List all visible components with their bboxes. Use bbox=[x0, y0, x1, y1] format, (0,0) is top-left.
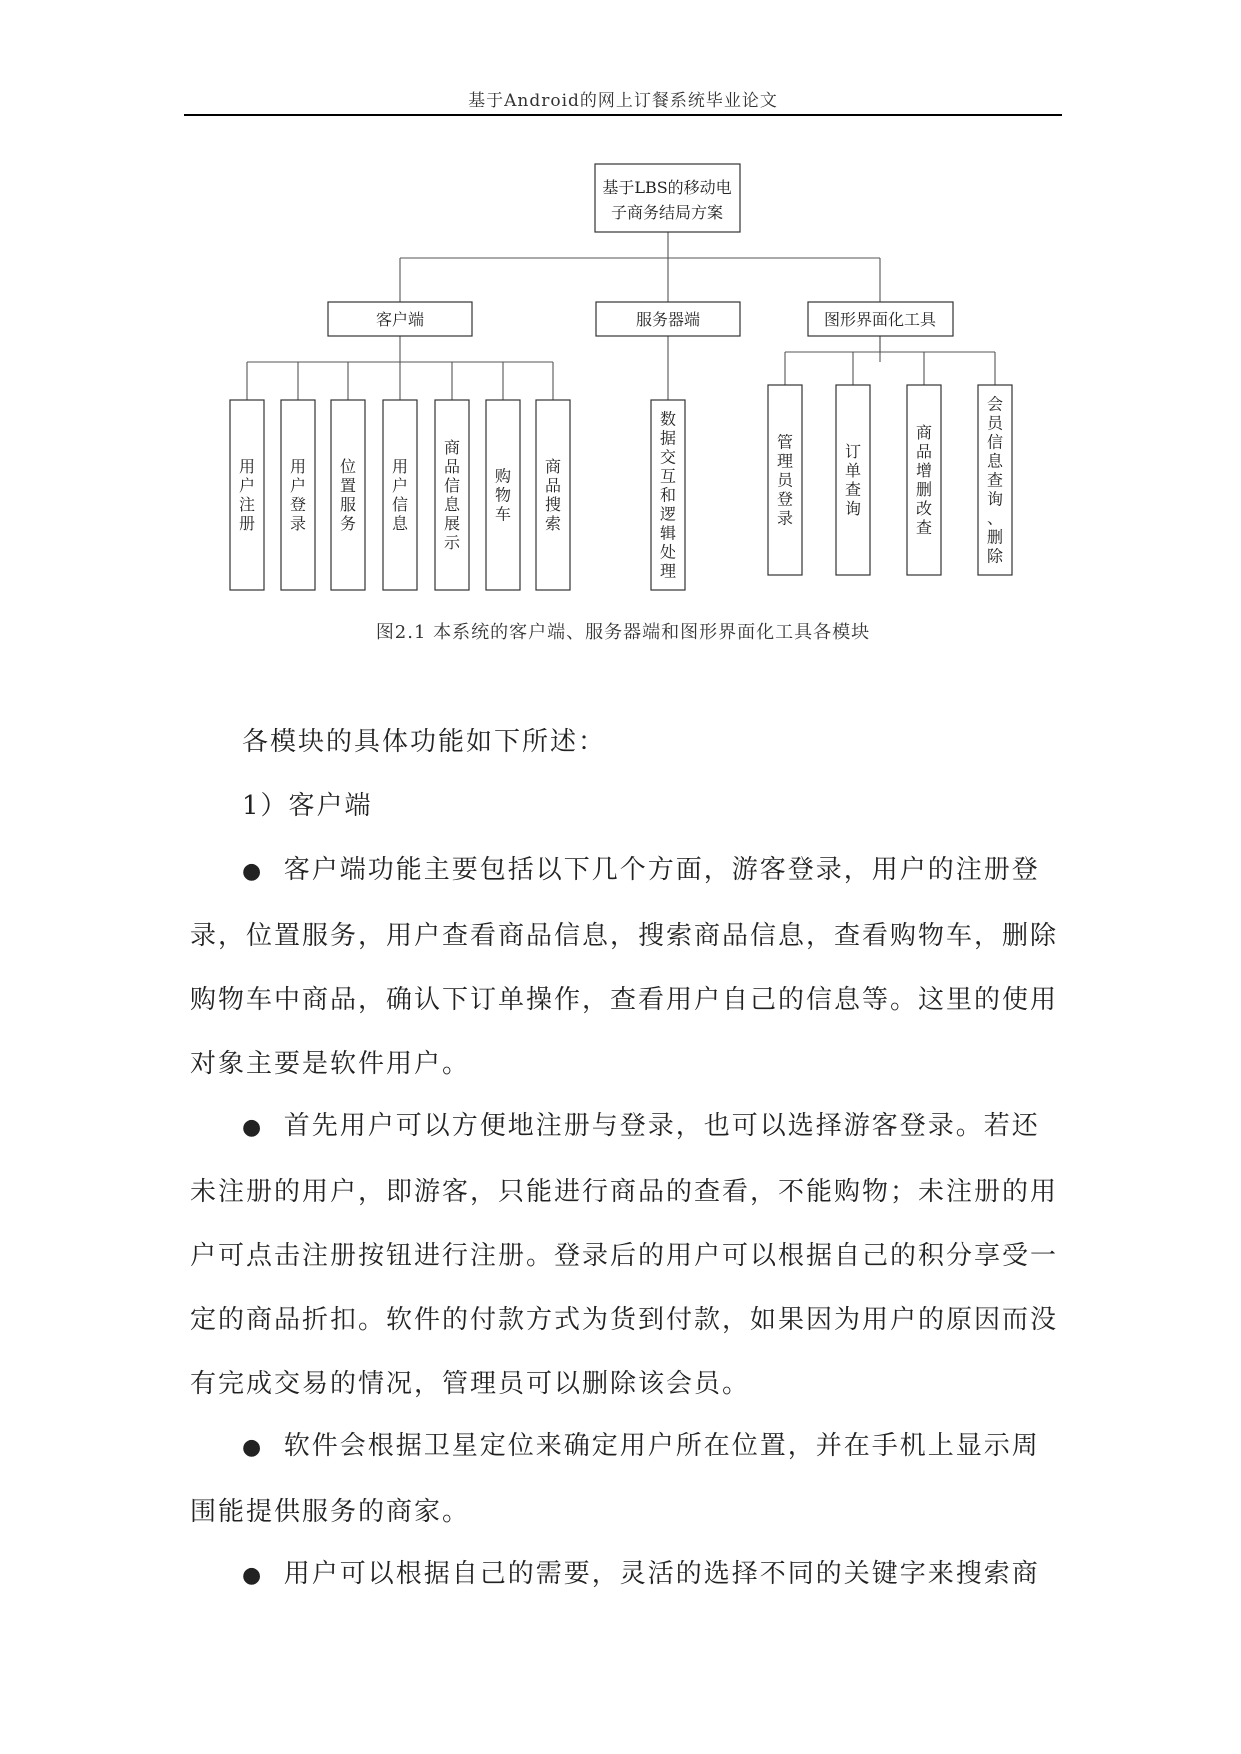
module-label: 商品信息展示 bbox=[443, 438, 461, 552]
module-label: 管理员登录 bbox=[776, 432, 794, 528]
module-label: 用户登录 bbox=[289, 457, 307, 533]
bullet-paragraph-2 bbox=[190, 1094, 1062, 1416]
bullet-icon: ● bbox=[242, 1435, 264, 1460]
branch-client-label: 客户端 bbox=[375, 310, 425, 329]
root-line-2: 子商务结局方案 bbox=[610, 203, 724, 222]
module-box bbox=[383, 400, 417, 590]
module-box bbox=[978, 385, 1012, 575]
bullet-paragraph-1 bbox=[190, 838, 1062, 1096]
module-box bbox=[836, 385, 870, 575]
module-box bbox=[486, 400, 520, 590]
root-line-1: 基于LBS的移动电 bbox=[602, 178, 732, 197]
branch-tool-label: 图形界面化工具 bbox=[823, 310, 937, 329]
branch-tool bbox=[808, 302, 953, 336]
root-node bbox=[595, 164, 740, 232]
branch-server bbox=[596, 302, 740, 336]
module-label: 用户信息 bbox=[391, 457, 409, 533]
bullet-text-3: 软件会根据卫星定位来确定用户所在位置，并在手机上显示周围能提供服务的商家。 bbox=[190, 1431, 1040, 1527]
section-heading: 1）客户端 bbox=[242, 791, 373, 821]
module-label: 位置服务 bbox=[339, 457, 357, 533]
module-label: 会员信息查询、删除 bbox=[986, 394, 1004, 566]
bullet-text-1: 客户端功能主要包括以下几个方面，游客登录，用户的注册登录，位置服务，用户查看商品信息，搜索商品信息，查看购物车，删除购物车中商品，确认下订单操作，查看用户自己的信息等。这里的使用对象主要是软件用户。 bbox=[190, 855, 1059, 1079]
module-box bbox=[768, 385, 802, 575]
module-label: 用户注册 bbox=[238, 457, 256, 533]
bullet-icon: ● bbox=[242, 859, 264, 884]
bullet-text-4: 用户可以根据自己的需要，灵活的选择不同的关键字来搜索商 bbox=[283, 1559, 1040, 1589]
module-box bbox=[230, 400, 264, 590]
figure-caption: 图2.1 本系统的客户端、服务器端和图形界面化工具各模块 bbox=[375, 622, 871, 643]
module-box bbox=[651, 400, 685, 590]
module-box bbox=[281, 400, 315, 590]
intro-paragraph: 各模块的具体功能如下所述： bbox=[242, 727, 607, 757]
module-box bbox=[536, 400, 570, 590]
module-label: 商品搜索 bbox=[544, 457, 562, 533]
module-box bbox=[907, 385, 941, 575]
leaf-modules bbox=[230, 385, 1012, 590]
bullet-paragraph-4 bbox=[190, 1542, 1062, 1608]
module-label: 商品增删改查 bbox=[915, 423, 933, 537]
bullet-icon: ● bbox=[242, 1563, 264, 1588]
module-diagram bbox=[0, 0, 1241, 600]
bullet-text-2: 首先用户可以方便地注册与登录，也可以选择游客登录。若还未注册的用户，即游客，只能进行商品的查看，不能购物；未注册的用户可点击注册按钮进行注册。登录后的用户可以根据自己的积分享受一定的商品折扣。软件的付款方式为货到付款，如果因为用户的原因而没有完成交易的情况，管理员可以删除该会员。 bbox=[190, 1111, 1059, 1399]
module-box bbox=[435, 400, 469, 590]
page-header: 基于Android的网上订餐系统毕业论文 bbox=[468, 91, 778, 111]
module-label: 购物车 bbox=[494, 466, 512, 524]
branch-server-label: 服务器端 bbox=[635, 310, 701, 329]
module-label: 数据交互和逻辑处理 bbox=[659, 409, 677, 581]
branch-client bbox=[328, 302, 472, 336]
bullet-icon: ● bbox=[242, 1115, 264, 1140]
module-label: 订单查询 bbox=[844, 442, 862, 518]
bullet-paragraph-3 bbox=[190, 1414, 1062, 1544]
module-box bbox=[331, 400, 365, 590]
